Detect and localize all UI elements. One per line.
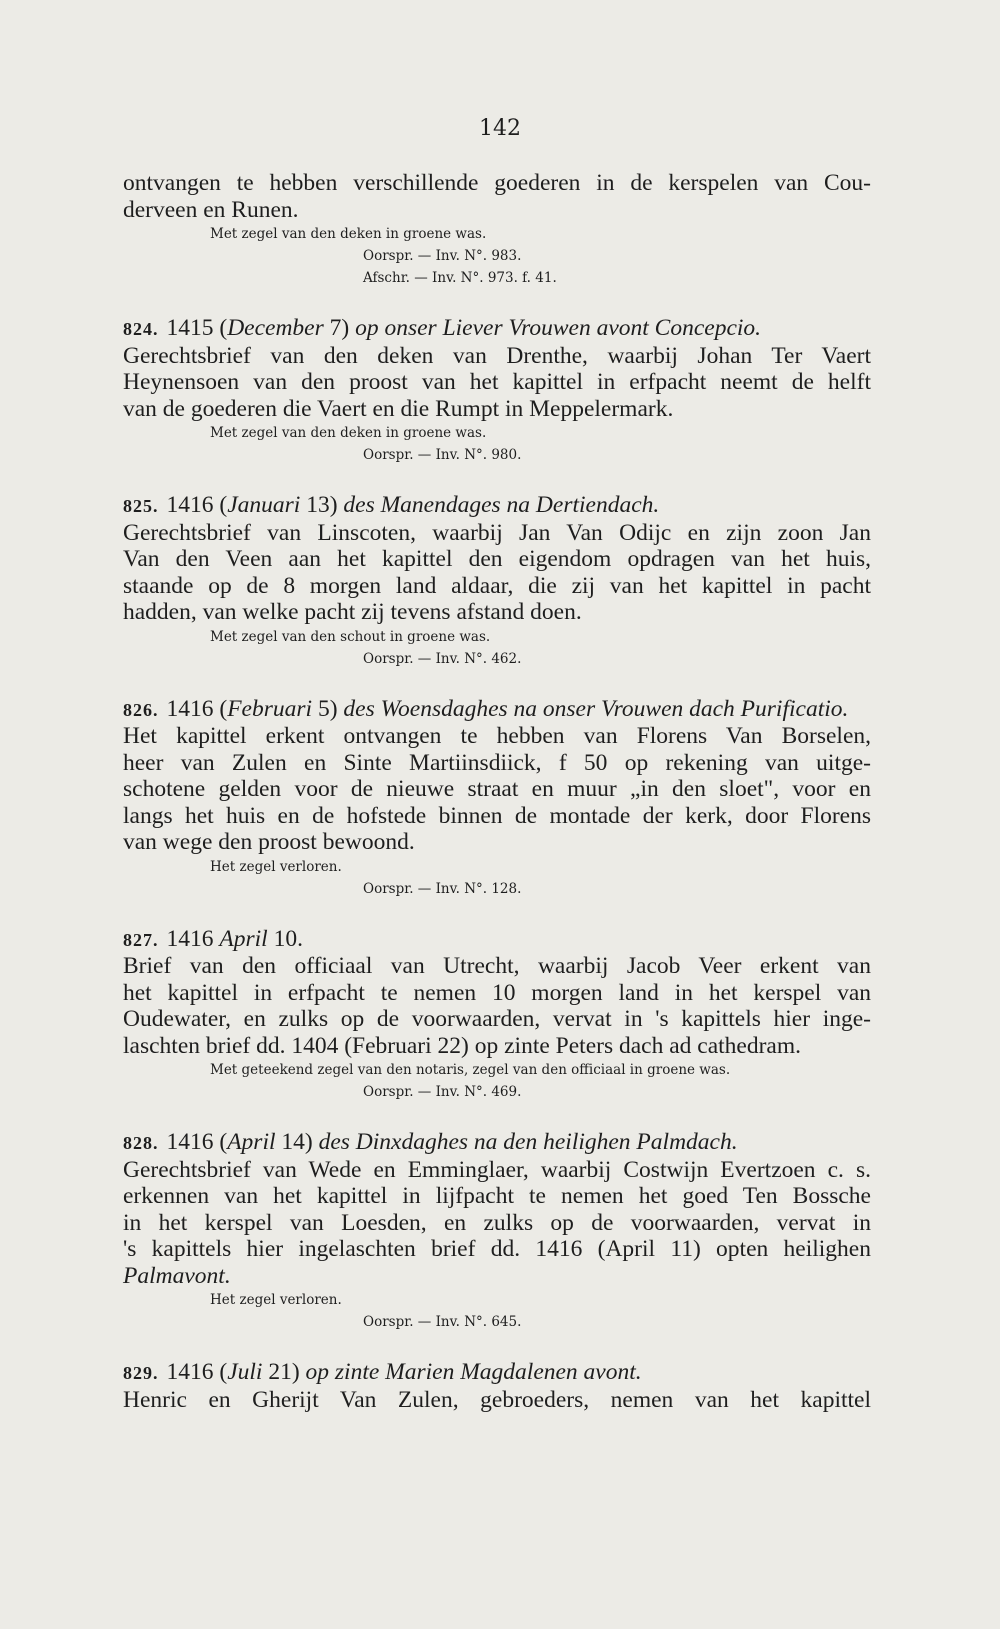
entry-day: 10. — [267, 925, 303, 952]
entry-heading — [123, 1359, 871, 1387]
source-ref: Oorspr. — Inv. N°. 462. — [363, 650, 522, 667]
entry-824 — [123, 315, 871, 466]
text-line: in het kerspel van Loesden, en zulks op de voorwaarden, vervat in — [123, 1209, 871, 1236]
text-line: ontvangen te hebben verschillende goederen in de kerspelen van Cou- — [123, 170, 871, 196]
entry-day: 14) — [275, 1129, 319, 1155]
date-open: ( — [213, 315, 228, 341]
date-open: ( — [213, 695, 228, 722]
entry-number: 828. — [123, 1133, 159, 1153]
seal-note: Het zegel verloren. — [210, 858, 342, 875]
date-open: ( — [213, 1359, 228, 1385]
entry-year: 1416 — [166, 695, 214, 722]
text-line: erkennen van het kapittel in lijfpacht te nemen het goed Ten Bossche — [123, 1183, 871, 1209]
text-line: Brief van den officiaal van Utrecht, waarbij Jacob Veer erkent van — [123, 953, 871, 979]
entry-828 — [123, 1129, 871, 1333]
entry-825 — [123, 492, 871, 670]
source-ref: Oorspr. — Inv. N°. 469. — [363, 1084, 522, 1100]
text-line: laschten brief dd. 1404 (Februari 22) op zinte Peters dach ad cathedram. — [123, 1032, 801, 1059]
entry-title: op onser Liever Vrouwen avont Concepcio. — [355, 315, 762, 341]
text-line: Gerechtsbrief van den deken van Drenthe, waarbij Johan Ter Vaert — [123, 342, 871, 369]
entry-year: 1415 — [166, 315, 214, 341]
date-open: ( — [213, 492, 228, 518]
entry-number: 824. — [123, 319, 159, 339]
text-line: Van den Veen aan het kapittel den eigendom opdragen van het huis, — [123, 546, 871, 572]
source-ref: Oorspr. — Inv. N°. 128. — [363, 880, 522, 897]
entry-year: 1416 — [166, 1359, 214, 1385]
text-line: Gerechtsbrief van Linscoten, waarbij Jan Van Odijc en zijn zoon Jan — [123, 519, 871, 546]
entry-date: Juli — [227, 1359, 263, 1385]
text-line: heer van Zulen en Sinte Martiinsdiick, f 50 op rekening van uitge- — [123, 749, 871, 776]
seal-note: Met zegel van den deken in groene was. — [210, 226, 487, 242]
text-line: staande op de 8 morgen land aldaar, die zij van het kapittel in pacht — [123, 572, 871, 599]
text-line: van wege den proost bewoond. — [123, 829, 415, 855]
text-line: Het kapittel erkent ontvangen te hebben van Florens Van Borselen, — [123, 723, 871, 749]
entry-number: 827. — [123, 929, 159, 950]
entry-heading — [123, 1129, 871, 1157]
source-ref: Oorspr. — Inv. N°. 980. — [363, 447, 522, 463]
entry-date: April — [227, 1129, 276, 1155]
entry-day: 13) — [300, 492, 344, 518]
entry-title: des Manendages na Dertiendach. — [343, 492, 660, 518]
entry-day: 7) — [323, 315, 356, 341]
entry-heading — [123, 696, 871, 724]
text-block — [123, 170, 871, 1413]
entry-827 — [123, 926, 871, 1104]
text-line: langs het huis en de hofstede binnen de montade der kerk, door Florens — [123, 802, 871, 829]
text-line: Heynensoen van den proost van het kapittel in erfpacht neemt de helft — [123, 369, 871, 395]
text-line: Palmavont. — [123, 1262, 231, 1289]
entry-title: des Woensdaghes na onser Vrouwen dach Purificatio. — [343, 695, 849, 722]
entry-title: des Dinxdaghes na den heilighen Palmdach. — [318, 1129, 738, 1155]
entry-year: 1416 — [166, 492, 214, 518]
entry-826 — [123, 696, 871, 900]
entry-heading — [123, 492, 871, 520]
text-line: Gerechtsbrief van Wede en Emminglaer, waarbij Costwijn Evertzoen c. s. — [123, 1156, 871, 1183]
page-number: 142 — [479, 116, 521, 141]
text-line: Oudewater, en zulks op de voorwaarden, vervat in 's kapittels hier inge- — [123, 1006, 871, 1032]
entry-title: op zinte Marien Magdalenen avont. — [305, 1359, 642, 1385]
entry-number: 829. — [123, 1363, 159, 1383]
entry-date: Januari — [227, 492, 301, 518]
entry-day: 21) — [262, 1359, 306, 1385]
text-line: van de goederen die Vaert en die Rumpt in Meppelermark. — [123, 395, 674, 422]
text-line: schotene gelden voor de nieuwe straat en muur „in den sloet", voor en — [123, 776, 871, 802]
entry-heading — [123, 315, 871, 343]
entry-day: 5) — [312, 695, 344, 722]
entry-date: Februari — [227, 695, 313, 722]
entry-number: 826. — [123, 699, 159, 720]
text-line: 's kapittels hier ingelaschten brief dd. 1416 (April 11) opten heilighen — [123, 1236, 871, 1262]
entry-heading — [123, 926, 871, 954]
text-line: derveen en Runen. — [123, 196, 299, 223]
seal-note: Met geteekend zegel van den notaris, zegel van den officiaal in groene was. — [210, 1062, 731, 1078]
text-line: het kapittel in erfpacht te nemen 10 morgen land in het kerspel van — [123, 979, 871, 1006]
entry-date: December — [227, 315, 324, 341]
source-ref: Oorspr. — Inv. N°. 645. — [363, 1314, 522, 1330]
entry-829 — [123, 1359, 871, 1413]
seal-note: Met zegel van den deken in groene was. — [210, 425, 487, 441]
entry-year: 1416 — [166, 1129, 214, 1155]
seal-note: Met zegel van den schout in groene was. — [210, 628, 491, 645]
entry-number: 825. — [123, 496, 159, 516]
intro-continuation — [123, 170, 871, 289]
entry-year: 1416 — [166, 925, 214, 952]
entry-date: April — [219, 925, 268, 952]
source-ref: Afschr. — Inv. N°. 973. f. 41. — [363, 270, 557, 286]
seal-note: Het zegel verloren. — [210, 1292, 342, 1308]
text-line: hadden, van welke pacht zij tevens afstand doen. — [123, 599, 582, 625]
date-open: ( — [213, 1129, 228, 1155]
text-line: Henric en Gherijt Van Zulen, gebroeders, nemen van het kapittel — [123, 1386, 871, 1413]
source-ref: Oorspr. — Inv. N°. 983. — [363, 248, 522, 264]
